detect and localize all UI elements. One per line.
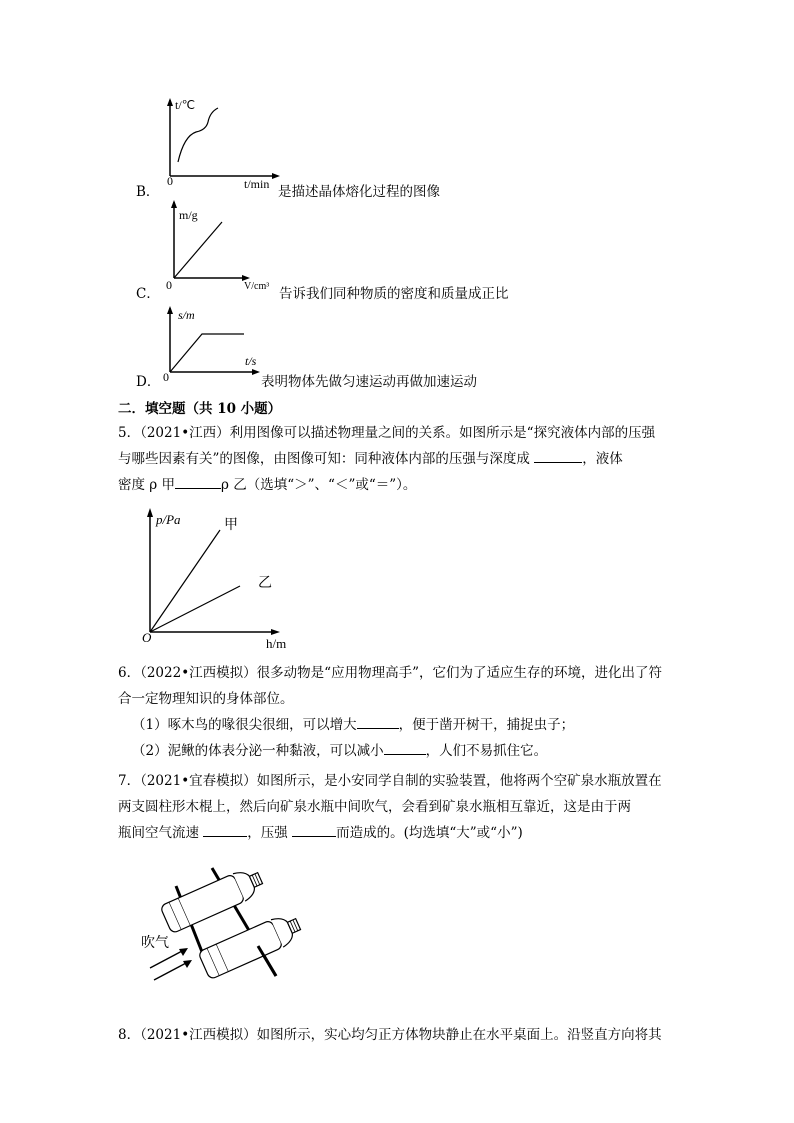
q6-text1: 很多动物是“应用物理高手”，它们为了适应生存的环境，进化出了符 [256, 665, 662, 681]
option-d-origin: 0 [163, 370, 169, 384]
q5-blank-2[interactable] [175, 474, 221, 489]
q6-source: （2022•江西模拟） [140, 665, 257, 681]
q6-sub2-text-b: ，人们不易抓住它。 [425, 743, 548, 759]
q7-blank-1[interactable] [203, 822, 247, 837]
q6-line1 [118, 660, 678, 686]
q5-text3a: 密度 ρ 甲 [118, 477, 176, 493]
option-c-letter: C． [136, 286, 160, 302]
q8-text1: 如图所示，实心均匀正方体物块静止在水平桌面上。沿竖直方向将其 [256, 1027, 662, 1043]
q7-number: 7． [118, 773, 141, 789]
q5-line-jia [150, 530, 220, 632]
question-5 [118, 420, 678, 498]
option-c-caption: 告诉我们同种物质的密度和质量成正比 [279, 286, 509, 302]
q7-text3c: 而造成的。(均选填“大”或“小”) [336, 825, 523, 841]
option-d-line [170, 334, 244, 372]
option-b-caption: 是描述晶体熔化过程的图像 [278, 184, 440, 200]
q7-text1: 如图所示，是小安同学自制的实验装置，他将两个空矿泉水瓶放置在 [256, 773, 662, 789]
q6-blank-2[interactable] [384, 740, 426, 755]
q5-line-yi [150, 586, 240, 632]
q7-line2: 两支圆柱形木棍上，然后向矿泉水瓶中间吹气，会看到矿泉水瓶相互靠近，这是由于两 [118, 799, 631, 815]
q5-label-yi: 乙 [258, 575, 272, 591]
q5-text1: 利用图像可以描述物理量之间的关系。如图所示是“探究液体内部的压强 [229, 425, 656, 441]
q5-blank-1[interactable] [534, 448, 582, 463]
section-title: 二．填空题（共 10 小题） [118, 401, 282, 417]
q5-text2b: ，液体 [582, 451, 623, 467]
q6-blank-1[interactable] [357, 714, 399, 729]
q6-sub1-text-a: （1）啄木鸟的喙很尖很细，可以增大 [132, 717, 357, 733]
q5-x-label: h/m [266, 636, 287, 651]
q5-line2 [118, 446, 678, 472]
q7-bottles-figure [140, 858, 330, 988]
q5-text3b: ρ 乙（选填“＞”、“＜”或“＝”）。 [221, 477, 417, 493]
option-d-x-label: t/s [245, 354, 257, 368]
question-8 [118, 1022, 678, 1048]
option-b-letter: B． [136, 184, 160, 200]
q6-sub1-text-b: ，便于凿开树干，捕捉虫子； [398, 717, 575, 733]
option-d-y-label: s/m [178, 308, 195, 322]
q5-line1 [118, 420, 678, 446]
q8-line1 [118, 1022, 678, 1048]
q5-label-jia: 甲 [224, 517, 238, 533]
q5-line3 [118, 472, 678, 498]
question-6 [118, 660, 678, 764]
q7-text3b: ，压强 [247, 825, 293, 841]
question-7 [118, 768, 678, 846]
q6-number: 6． [118, 665, 141, 681]
q6-sub2-text-a: （2）泥鳅的体表分泌一种黏液，可以减小 [132, 743, 384, 759]
bottle-front [198, 910, 304, 979]
q5-y-label-text: p/Pa [156, 512, 181, 527]
q7-source: （2021•宜春模拟） [140, 773, 257, 789]
option-c-origin: 0 [166, 278, 172, 292]
option-b-y-label: t/℃ [175, 98, 196, 112]
q7-text3a: 瓶间空气流速 [118, 825, 204, 841]
q5-number: 5． [118, 425, 141, 441]
q7-figure-label: 吹气 [141, 935, 169, 951]
q8-number: 8． [118, 1027, 141, 1043]
option-b-curve [178, 108, 218, 162]
option-d-caption: 表明物体先做匀速运动再做加速运动 [261, 374, 477, 390]
bottle-back [160, 864, 266, 933]
q7-blank-2[interactable] [292, 822, 336, 837]
q5-source: （2021•江西） [140, 425, 230, 441]
q6-line2: 合一定物理知识的身体部位。 [118, 691, 294, 707]
q7-line3 [118, 820, 678, 846]
q5-y-label [156, 512, 181, 528]
option-c-graph [164, 200, 250, 282]
q6-sub1 [118, 712, 678, 738]
option-b-x-label: t/min [244, 177, 270, 191]
q6-sub2 [118, 738, 678, 764]
option-c-line [174, 222, 222, 278]
blow-arrows [150, 948, 192, 980]
option-c-x-label: V/cm³ [244, 281, 270, 292]
option-d-letter: D． [136, 374, 161, 390]
q5-origin: O [142, 630, 152, 645]
option-c-y-label: m/g [179, 208, 198, 222]
q5-text2a: 与哪些因素有关”的图像，由图像可知：同种液体内部的压强与深度成 [118, 451, 535, 467]
q7-line1 [118, 768, 678, 794]
q8-source: （2021•江西模拟） [140, 1027, 257, 1043]
option-b-origin: 0 [167, 174, 173, 188]
